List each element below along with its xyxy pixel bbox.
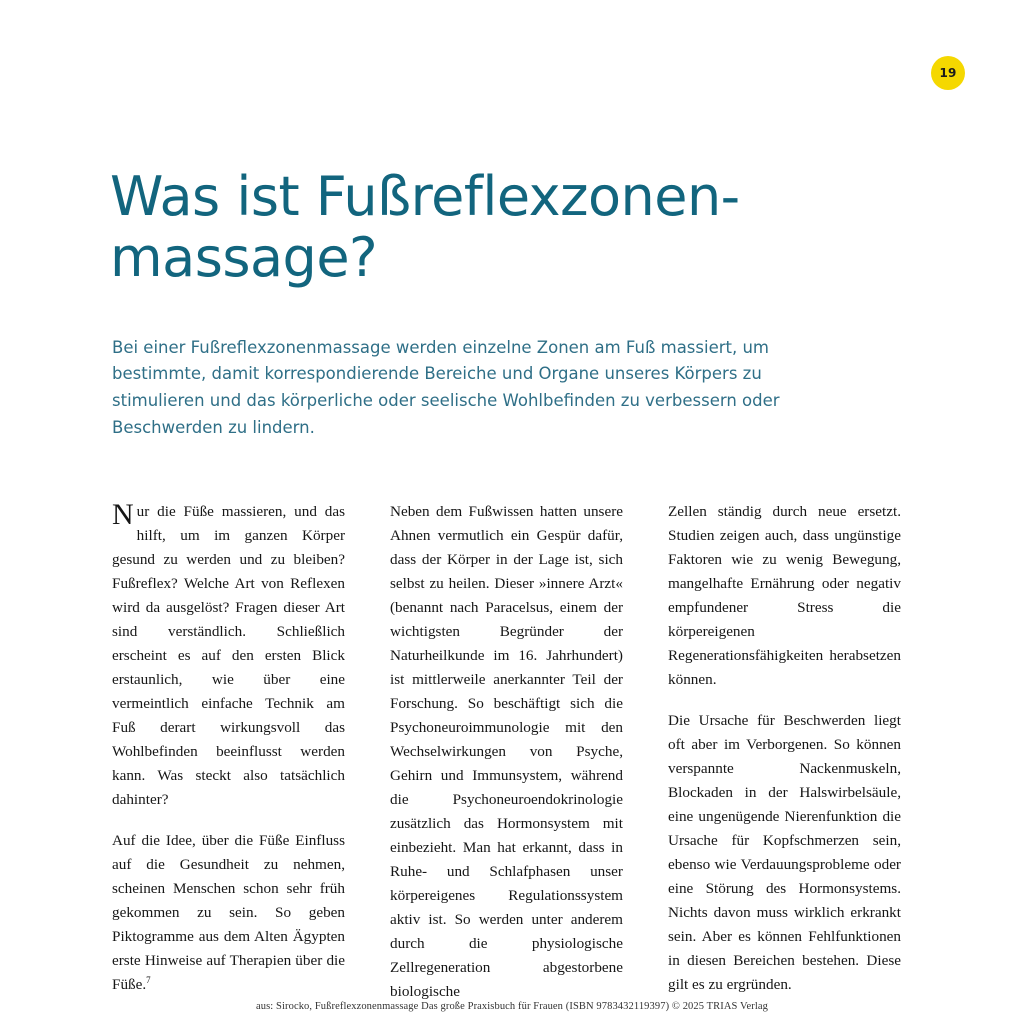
- paragraph-text: ur die Füße massieren, und das hilft, um im ganzen Körper gesund zu werden und zu bleiben? Fußreflex? Welche Art von Reflexen wird da ausgelöst? Fragen dieser Art sind verständlich. Schließlich erscheint es auf den ersten Blick erstaunlich, wie über eine vermeintlich einfache Technik am Fuß derart wirkungsvoll das Wohlbefinden beeinflusst werden kann. Was steckt also tatsächlich dahinter?: [112, 503, 345, 809]
- page-title-line-1: Was ist Fußreflexzonen-: [110, 165, 740, 229]
- footnote-marker: 7: [146, 975, 151, 986]
- body-column-2: [390, 500, 623, 1004]
- paragraph-text: Auf die Idee, über die Füße Einfluss auf die Gesundheit zu nehmen, scheinen Menschen schon sehr früh gekommen zu sein. So geben Piktogramme aus dem Alten Ägypten erste Hinweise auf Therapien über die Füße.: [112, 832, 345, 994]
- footer-credit: aus: Sirocko, Fußreflexzonenmassage Das große Praxisbuch für Frauen (ISBN 9783432119397) © 2025 TRIAS Verlag: [256, 1001, 768, 1012]
- body-columns: [112, 500, 902, 1004]
- lead-paragraph: Bei einer Fußreflexzonenmassage werden einzelne Zonen am Fuß massiert, um bestimmte, damit korrespondierende Bereiche und Organe unseres Körpers zu stimulieren und das körperliche oder seelische Wohlbefinden zu verbessern oder Beschwerden zu lindern.: [112, 337, 780, 437]
- paragraph: [112, 500, 345, 812]
- paragraph: [112, 829, 345, 997]
- drop-cap: N: [112, 498, 134, 531]
- page-title-line-2: massage?: [110, 226, 378, 290]
- paragraph: Die Ursache für Beschwerden liegt oft aber im Verborgenen. So können verspannte Nackenmuskeln, Blockaden in der Halswirbelsäule, eine ungenügende Nierenfunktion die Ursache für Kopfschmerzen sein, ebenso wie Verdauungsprobleme oder eine Störung des Hormonsystems. Nichts davon muss wirklich erkrankt sein. Aber es können Fehlfunktionen in diesen Bereichen bestehen. Diese gilt es zu ergründen.: [668, 712, 901, 994]
- paragraph: Zellen ständig durch neue ersetzt. Studien zeigen auch, dass ungünstige Faktoren wie zu wenig Bewegung, mangelhafte Ernährung oder negativ empfundener Stress die körpereigenen Regenerationsfähigkeiten herabsetzen können.: [668, 503, 901, 689]
- paragraph: Neben dem Fußwissen hatten unsere Ahnen vermutlich ein Gespür dafür, dass der Körper in der Lage ist, sich selbst zu heilen. Dieser »innere Arzt« (benannt nach Paracelsus, einem der wichtigsten Begründer der Naturheilkunde im 16. Jahrhundert) ist mittlerweile anerkannter Teil der Forschung. So beschäftigt sich die Psychoneuroimmunologie mit den Wechselwirkungen von Psyche, Gehirn und Immunsystem, während die Psychoneuroendokrinologie zusätzlich das Hormonsystem mit einbezieht. Man hat erkannt, dass in Ruhe- und Schlafphasen unser körpereigenes Regulationssystem aktiv ist. So werden unter anderem durch die physiologische Zellregeneration abgestorbene biologische: [390, 503, 623, 1001]
- page-number-badge: 19: [931, 56, 965, 90]
- body-column-3: [668, 500, 901, 1004]
- page-title: [110, 166, 900, 288]
- body-column-1: [112, 500, 345, 1004]
